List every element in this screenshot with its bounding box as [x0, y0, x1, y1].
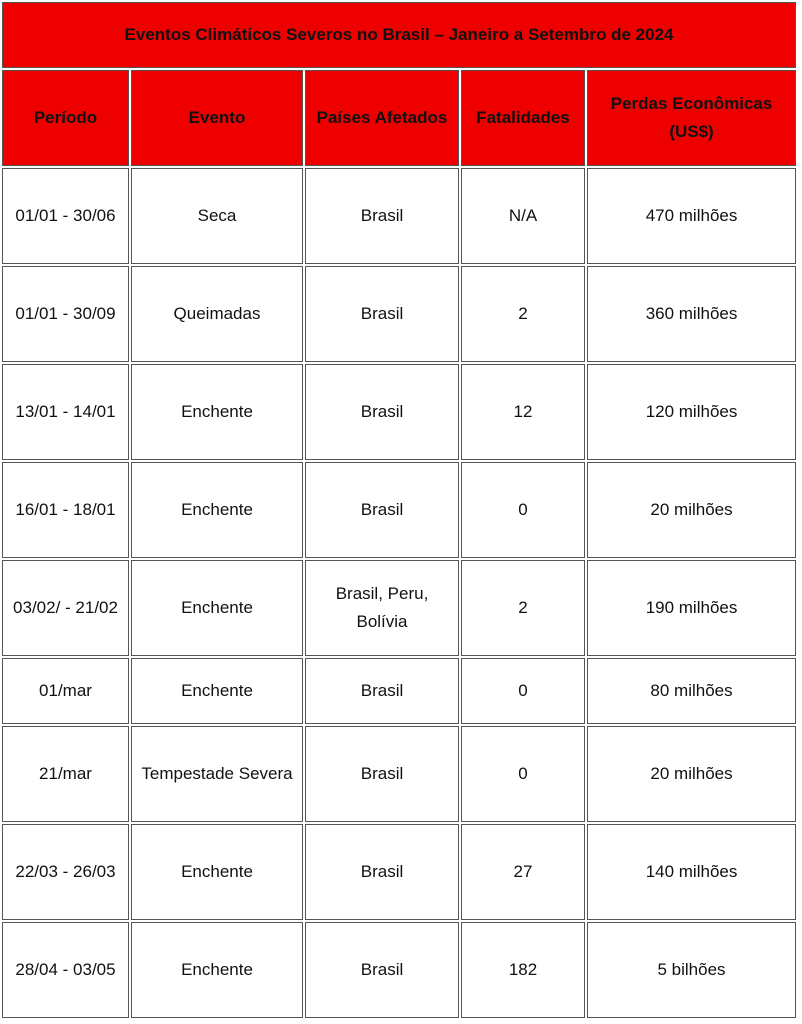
- cell-fatalidades: N/A: [461, 168, 585, 264]
- cell-paises: Brasil: [305, 266, 459, 362]
- cell-perdas: 5 bilhões: [587, 922, 796, 1018]
- table-row: [2, 922, 796, 1018]
- table-row: [2, 726, 796, 822]
- cell-perdas: 80 milhões: [587, 658, 796, 724]
- table-row: [2, 658, 796, 724]
- cell-evento: Enchente: [131, 824, 303, 920]
- table-row: [2, 168, 796, 264]
- cell-fatalidades: 27: [461, 824, 585, 920]
- cell-evento: Enchente: [131, 462, 303, 558]
- cell-evento: Enchente: [131, 658, 303, 724]
- table-row: [2, 462, 796, 558]
- table-row: [2, 266, 796, 362]
- cell-perdas: 120 milhões: [587, 364, 796, 460]
- cell-perdas: 140 milhões: [587, 824, 796, 920]
- header-periodo: Período: [2, 70, 129, 166]
- table-row: [2, 824, 796, 920]
- table-row: [2, 364, 796, 460]
- cell-periodo: 13/01 - 14/01: [2, 364, 129, 460]
- cell-fatalidades: 2: [461, 266, 585, 362]
- cell-evento: Tempestade Severa: [131, 726, 303, 822]
- cell-paises: Brasil: [305, 462, 459, 558]
- cell-evento: Seca: [131, 168, 303, 264]
- cell-perdas: 20 milhões: [587, 462, 796, 558]
- header-fatalidades: Fatalidades: [461, 70, 585, 166]
- cell-paises: Brasil: [305, 168, 459, 264]
- cell-fatalidades: 0: [461, 726, 585, 822]
- cell-paises: Brasil: [305, 658, 459, 724]
- cell-periodo: 01/01 - 30/06: [2, 168, 129, 264]
- cell-periodo: 01/mar: [2, 658, 129, 724]
- cell-perdas: 190 milhões: [587, 560, 796, 656]
- cell-periodo: 03/02/ - 21/02: [2, 560, 129, 656]
- title-row: [2, 2, 796, 68]
- cell-periodo: 28/04 - 03/05: [2, 922, 129, 1018]
- cell-paises: Brasil: [305, 824, 459, 920]
- table-row: [2, 560, 796, 656]
- cell-paises: Brasil: [305, 726, 459, 822]
- table-title: Eventos Climáticos Severos no Brasil – Janeiro a Setembro de 2024: [2, 2, 796, 68]
- header-row: [2, 70, 796, 166]
- cell-paises: Brasil: [305, 364, 459, 460]
- cell-fatalidades: 0: [461, 462, 585, 558]
- cell-periodo: 22/03 - 26/03: [2, 824, 129, 920]
- cell-fatalidades: 12: [461, 364, 585, 460]
- cell-evento: Enchente: [131, 560, 303, 656]
- cell-fatalidades: 2: [461, 560, 585, 656]
- header-evento: Evento: [131, 70, 303, 166]
- header-perdas: Perdas Econômicas (US$): [587, 70, 796, 166]
- cell-perdas: 360 milhões: [587, 266, 796, 362]
- cell-evento: Queimadas: [131, 266, 303, 362]
- header-paises: Países Afetados: [305, 70, 459, 166]
- cell-paises: Brasil: [305, 922, 459, 1018]
- cell-periodo: 21/mar: [2, 726, 129, 822]
- cell-evento: Enchente: [131, 922, 303, 1018]
- cell-periodo: 01/01 - 30/09: [2, 266, 129, 362]
- cell-evento: Enchente: [131, 364, 303, 460]
- cell-paises: Brasil, Peru, Bolívia: [305, 560, 459, 656]
- cell-fatalidades: 182: [461, 922, 585, 1018]
- cell-fatalidades: 0: [461, 658, 585, 724]
- cell-perdas: 470 milhões: [587, 168, 796, 264]
- cell-periodo: 16/01 - 18/01: [2, 462, 129, 558]
- cell-perdas: 20 milhões: [587, 726, 796, 822]
